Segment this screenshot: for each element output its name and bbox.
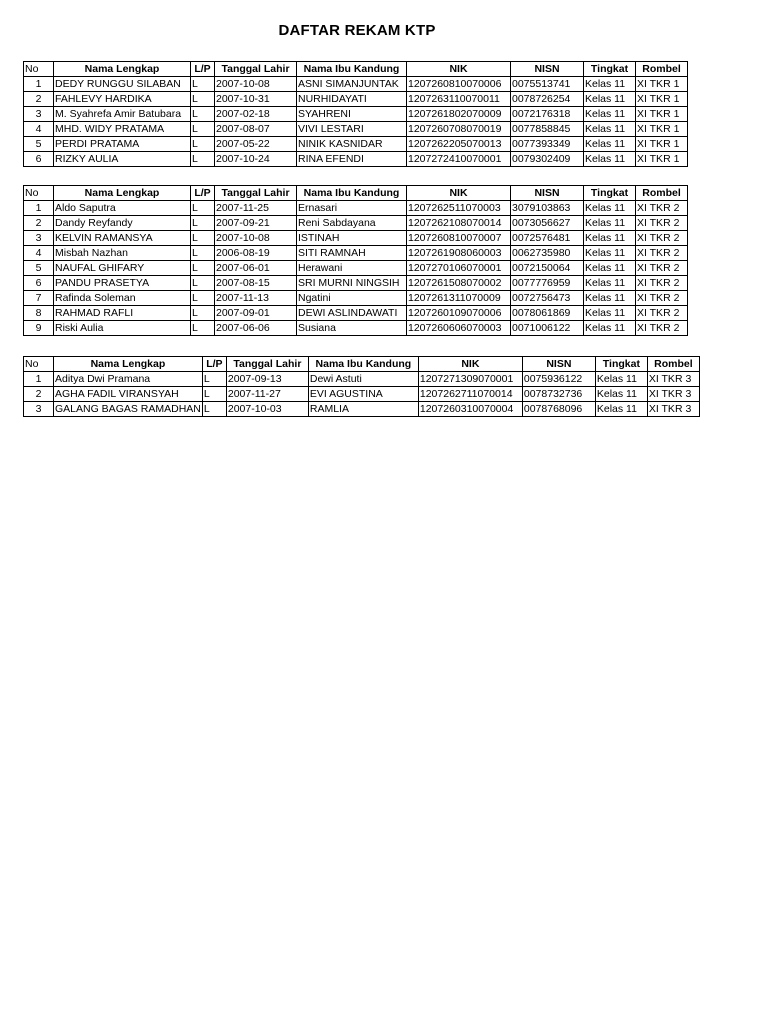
table-row (24, 201, 688, 216)
cell-nama: KELVIN RAMANSYA (54, 231, 191, 246)
cell-nisn: 0073056627 (511, 216, 584, 231)
cell-nisn: 0078732736 (522, 387, 595, 402)
cell-no: 2 (24, 92, 54, 107)
cell-tingkat: Kelas 11 (584, 137, 636, 152)
cell-rombel: XI TKR 2 (636, 216, 688, 231)
cell-tingkat: Kelas 11 (584, 92, 636, 107)
cell-tanggal: 2007-09-13 (226, 372, 308, 387)
header-nik: NIK (418, 357, 522, 372)
table-row (24, 261, 688, 276)
cell-nama: Riski Aulia (54, 321, 191, 336)
cell-tingkat: Kelas 11 (595, 387, 647, 402)
table-row (24, 387, 700, 402)
table-row (24, 92, 688, 107)
cell-tingkat: Kelas 11 (584, 77, 636, 92)
student-table-xi-tkr-3 (23, 356, 700, 417)
cell-no: 8 (24, 306, 54, 321)
cell-ibu: Susiana (297, 321, 407, 336)
cell-ibu: RAMLIA (308, 402, 418, 417)
cell-no: 3 (24, 231, 54, 246)
cell-ibu: Herawani (297, 261, 407, 276)
cell-ibu: Dewi Astuti (308, 372, 418, 387)
cell-nama: Aditya Dwi Pramana (54, 372, 203, 387)
cell-rombel: XI TKR 2 (636, 306, 688, 321)
cell-nama: RIZKY AULIA (54, 152, 191, 167)
cell-lp: L (191, 246, 215, 261)
cell-nama: DEDY RUNGGU SILABAN (54, 77, 191, 92)
cell-ibu: Ngatini (297, 291, 407, 306)
table-row (24, 107, 688, 122)
header-tingkat: Tingkat (595, 357, 647, 372)
cell-nisn: 0072576481 (511, 231, 584, 246)
cell-nik: 1207261802070009 (407, 107, 511, 122)
cell-lp: L (191, 122, 215, 137)
cell-rombel: XI TKR 2 (636, 321, 688, 336)
cell-nisn: 0075936122 (522, 372, 595, 387)
cell-ibu: EVI AGUSTINA (308, 387, 418, 402)
table-row (24, 321, 688, 336)
cell-lp: L (191, 107, 215, 122)
cell-no: 4 (24, 246, 54, 261)
cell-nisn: 0077393349 (511, 137, 584, 152)
header-nisn: NISN (511, 186, 584, 201)
header-rombel: Rombel (636, 62, 688, 77)
cell-nisn: 0077858845 (511, 122, 584, 137)
cell-rombel: XI TKR 3 (647, 402, 699, 417)
cell-tanggal: 2007-11-27 (226, 387, 308, 402)
cell-tanggal: 2007-05-22 (215, 137, 297, 152)
cell-no: 5 (24, 261, 54, 276)
header-nama-ibu: Nama Ibu Kandung (297, 186, 407, 201)
header-rombel: Rombel (647, 357, 699, 372)
cell-ibu: NINIK KASNIDAR (297, 137, 407, 152)
cell-ibu: Reni Sabdayana (297, 216, 407, 231)
cell-rombel: XI TKR 2 (636, 291, 688, 306)
cell-nik: 1207260109070006 (407, 306, 511, 321)
cell-rombel: XI TKR 1 (636, 137, 688, 152)
cell-nisn: 0071006122 (511, 321, 584, 336)
cell-tanggal: 2007-02-18 (215, 107, 297, 122)
cell-nisn: 0062735980 (511, 246, 584, 261)
cell-rombel: XI TKR 2 (636, 201, 688, 216)
cell-nama: M. Syahrefa Amir Batubara (54, 107, 191, 122)
cell-lp: L (191, 137, 215, 152)
cell-no: 3 (24, 107, 54, 122)
header-nama-ibu: Nama Ibu Kandung (308, 357, 418, 372)
cell-nama: PANDU PRASETYA (54, 276, 191, 291)
cell-tanggal: 2007-09-01 (215, 306, 297, 321)
cell-nama: Misbah Nazhan (54, 246, 191, 261)
cell-tanggal: 2007-06-06 (215, 321, 297, 336)
cell-ibu: ISTINAH (297, 231, 407, 246)
cell-nik: 1207262511070003 (407, 201, 511, 216)
header-no: No (24, 357, 54, 372)
header-nik: NIK (407, 62, 511, 77)
header-nama-lengkap: Nama Lengkap (54, 186, 191, 201)
cell-nik: 1207260810070007 (407, 231, 511, 246)
cell-tingkat: Kelas 11 (584, 246, 636, 261)
cell-tanggal: 2007-06-01 (215, 261, 297, 276)
cell-rombel: XI TKR 3 (647, 387, 699, 402)
cell-tingkat: Kelas 11 (584, 276, 636, 291)
table-row (24, 246, 688, 261)
cell-lp: L (202, 402, 226, 417)
cell-nik: 1207262108070014 (407, 216, 511, 231)
cell-tingkat: Kelas 11 (584, 291, 636, 306)
cell-ibu: ASNI SIMANJUNTAK (297, 77, 407, 92)
table-row (24, 372, 700, 387)
cell-no: 1 (24, 77, 54, 92)
cell-no: 6 (24, 152, 54, 167)
cell-no: 5 (24, 137, 54, 152)
cell-tingkat: Kelas 11 (584, 216, 636, 231)
header-lp: L/P (191, 186, 215, 201)
cell-lp: L (191, 152, 215, 167)
cell-nisn: 0077776959 (511, 276, 584, 291)
cell-lp: L (202, 387, 226, 402)
table-header-row (24, 357, 700, 372)
cell-rombel: XI TKR 2 (636, 246, 688, 261)
cell-nik: 1207271309070001 (418, 372, 522, 387)
cell-nik: 1207262711070014 (418, 387, 522, 402)
cell-rombel: XI TKR 1 (636, 122, 688, 137)
cell-nama: AGHA FADIL VIRANSYAH (54, 387, 203, 402)
table-row (24, 231, 688, 246)
cell-no: 2 (24, 216, 54, 231)
header-lp: L/P (202, 357, 226, 372)
cell-ibu: DEWI ASLINDAWATI (297, 306, 407, 321)
cell-tingkat: Kelas 11 (584, 231, 636, 246)
cell-nisn: 3079103863 (511, 201, 584, 216)
cell-lp: L (191, 77, 215, 92)
cell-nama: FAHLEVY HARDIKA (54, 92, 191, 107)
header-nik: NIK (407, 186, 511, 201)
cell-ibu: SITI RAMNAH (297, 246, 407, 261)
cell-lp: L (202, 372, 226, 387)
cell-rombel: XI TKR 3 (647, 372, 699, 387)
cell-no: 9 (24, 321, 54, 336)
cell-no: 6 (24, 276, 54, 291)
cell-tingkat: Kelas 11 (584, 107, 636, 122)
header-no: No (24, 62, 54, 77)
cell-rombel: XI TKR 2 (636, 276, 688, 291)
table-row (24, 122, 688, 137)
header-no: No (24, 186, 54, 201)
cell-tanggal: 2007-10-08 (215, 77, 297, 92)
cell-tingkat: Kelas 11 (584, 122, 636, 137)
cell-tingkat: Kelas 11 (584, 261, 636, 276)
cell-tanggal: 2006-08-19 (215, 246, 297, 261)
cell-nama: NAUFAL GHIFARY (54, 261, 191, 276)
cell-nama: Rafinda Soleman (54, 291, 191, 306)
table-row (24, 216, 688, 231)
cell-nik: 1207260708070019 (407, 122, 511, 137)
cell-nik: 1207261908060003 (407, 246, 511, 261)
cell-nisn: 0072150064 (511, 261, 584, 276)
table-row (24, 276, 688, 291)
cell-nik: 1207262205070013 (407, 137, 511, 152)
cell-lp: L (191, 276, 215, 291)
cell-nisn: 0078768096 (522, 402, 595, 417)
cell-nisn: 0072756473 (511, 291, 584, 306)
cell-ibu: SYAHRENI (297, 107, 407, 122)
cell-rombel: XI TKR 1 (636, 77, 688, 92)
cell-nisn: 0075513741 (511, 77, 584, 92)
cell-tanggal: 2007-09-21 (215, 216, 297, 231)
student-table-xi-tkr-2 (23, 185, 688, 336)
cell-tanggal: 2007-08-15 (215, 276, 297, 291)
cell-lp: L (191, 216, 215, 231)
header-nisn: NISN (522, 357, 595, 372)
table-row (24, 137, 688, 152)
header-lp: L/P (191, 62, 215, 77)
table-header-row (24, 186, 688, 201)
cell-nik: 1207260310070004 (418, 402, 522, 417)
cell-lp: L (191, 201, 215, 216)
cell-nama: Dandy Reyfandy (54, 216, 191, 231)
cell-rombel: XI TKR 1 (636, 107, 688, 122)
cell-nisn: 0078726254 (511, 92, 584, 107)
cell-tanggal: 2007-11-25 (215, 201, 297, 216)
cell-nisn: 0072176318 (511, 107, 584, 122)
cell-tanggal: 2007-08-07 (215, 122, 297, 137)
cell-lp: L (191, 291, 215, 306)
cell-tanggal: 2007-11-13 (215, 291, 297, 306)
cell-rombel: XI TKR 2 (636, 231, 688, 246)
cell-rombel: XI TKR 1 (636, 152, 688, 167)
header-tingkat: Tingkat (584, 62, 636, 77)
cell-no: 1 (24, 372, 54, 387)
cell-tingkat: Kelas 11 (584, 152, 636, 167)
cell-tanggal: 2007-10-24 (215, 152, 297, 167)
cell-ibu: Ernasari (297, 201, 407, 216)
cell-tanggal: 2007-10-03 (226, 402, 308, 417)
cell-tingkat: Kelas 11 (595, 372, 647, 387)
cell-nik: 1207263110070011 (407, 92, 511, 107)
cell-no: 7 (24, 291, 54, 306)
cell-lp: L (191, 231, 215, 246)
cell-nisn: 0079302409 (511, 152, 584, 167)
header-nisn: NISN (511, 62, 584, 77)
cell-nama: RAHMAD RAFLI (54, 306, 191, 321)
cell-ibu: SRI MURNI NINGSIH (297, 276, 407, 291)
header-nama-ibu: Nama Ibu Kandung (297, 62, 407, 77)
cell-tingkat: Kelas 11 (584, 306, 636, 321)
cell-ibu: RINA EFENDI (297, 152, 407, 167)
cell-nama: PERDI PRATAMA (54, 137, 191, 152)
header-nama-lengkap: Nama Lengkap (54, 62, 191, 77)
cell-lp: L (191, 92, 215, 107)
table-row (24, 152, 688, 167)
cell-lp: L (191, 261, 215, 276)
table-row (24, 306, 688, 321)
cell-nisn: 0078061869 (511, 306, 584, 321)
cell-ibu: VIVI LESTARI (297, 122, 407, 137)
table-row (24, 291, 688, 306)
cell-ibu: NURHIDAYATI (297, 92, 407, 107)
cell-nik: 1207272410070001 (407, 152, 511, 167)
header-tingkat: Tingkat (584, 186, 636, 201)
cell-nik: 1207260810070006 (407, 77, 511, 92)
cell-no: 3 (24, 402, 54, 417)
student-table-xi-tkr-1 (23, 61, 688, 167)
cell-nik: 1207261311070009 (407, 291, 511, 306)
cell-nama: GALANG BAGAS RAMADHAN (55, 403, 201, 415)
cell-no: 1 (24, 201, 54, 216)
cell-nik: 1207270106070001 (407, 261, 511, 276)
header-nama-lengkap: Nama Lengkap (54, 357, 203, 372)
page-title: DAFTAR REKAM KTP (278, 22, 436, 39)
cell-no: 4 (24, 122, 54, 137)
cell-rombel: XI TKR 2 (636, 261, 688, 276)
cell-tingkat: Kelas 11 (584, 201, 636, 216)
cell-nama: MHD. WIDY PRATAMA (54, 122, 191, 137)
cell-tingkat: Kelas 11 (584, 321, 636, 336)
table-header-row (24, 62, 688, 77)
cell-nama: Aldo Saputra (54, 201, 191, 216)
header-tanggal-lahir: Tanggal Lahir (215, 186, 297, 201)
cell-no: 2 (24, 387, 54, 402)
header-tanggal-lahir: Tanggal Lahir (215, 62, 297, 77)
cell-nik: 1207260606070003 (407, 321, 511, 336)
cell-rombel: XI TKR 1 (636, 92, 688, 107)
header-tanggal-lahir: Tanggal Lahir (226, 357, 308, 372)
cell-tanggal: 2007-10-31 (215, 92, 297, 107)
cell-nik: 1207261508070002 (407, 276, 511, 291)
cell-lp: L (191, 306, 215, 321)
cell-tanggal: 2007-10-08 (215, 231, 297, 246)
table-row (24, 402, 700, 417)
cell-tingkat: Kelas 11 (595, 402, 647, 417)
cell-lp: L (191, 321, 215, 336)
header-rombel: Rombel (636, 186, 688, 201)
table-row (24, 77, 688, 92)
